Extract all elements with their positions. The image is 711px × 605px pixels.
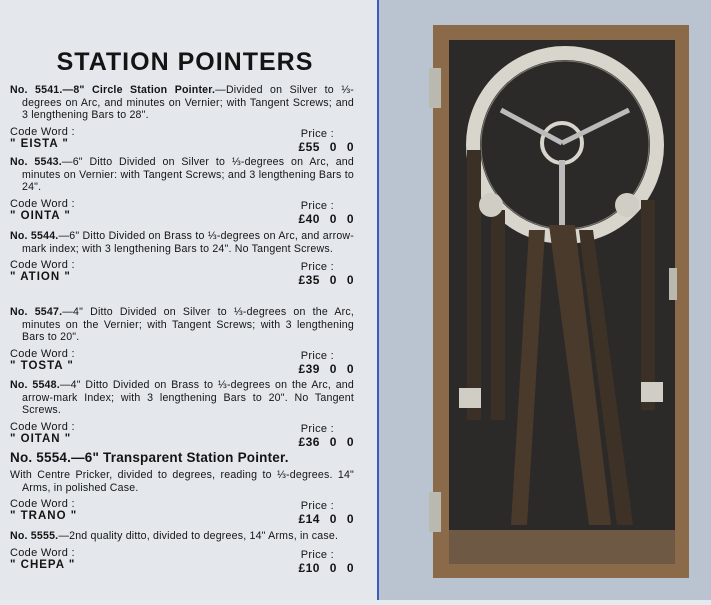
code-word: " OITAN " — [10, 432, 72, 445]
price: £40 0 0 — [298, 211, 354, 226]
bar-1 — [467, 150, 481, 420]
item-description: With Centre Pricker, divided to degrees, reading to ⅓-degrees. 14" Arms, in polished Case. — [10, 469, 354, 494]
item-number: No. 5555. — [10, 530, 59, 542]
code-word-label: Code Word : — [10, 546, 75, 559]
catalog-entry-5544 — [10, 230, 354, 287]
code-word-label: Code Word : — [10, 420, 75, 433]
code-word: " OINTA " — [10, 209, 71, 222]
item-description: —4" Ditto Divided on Silver to ⅓-degrees on the Arc, minutes on the Vernier; with Tangent Screws; with 3 lengthening Bars to 20". — [22, 306, 354, 344]
catalog-entry-5555 — [10, 530, 354, 575]
item-description: —2nd quality ditto, divided to degrees, 14" Arms, in case. — [58, 530, 339, 542]
code-word: " TOSTA " — [10, 359, 74, 372]
hinge-bottom — [429, 492, 441, 532]
hinge-top — [429, 68, 441, 108]
item-description: —Divided on Silver to ⅓-degrees on Arc, and minutes on Vernier; with Tangent Screws; and 3 lengthening Bars to 28". — [22, 84, 355, 122]
price-label: Price : — [300, 548, 334, 561]
code-word-label: Code Word : — [10, 347, 75, 360]
price-label: Price : — [300, 127, 334, 140]
bar-2 — [491, 210, 505, 420]
price-label: Price : — [300, 422, 334, 435]
price: £35 0 0 — [298, 273, 354, 288]
price: £39 0 0 — [298, 361, 354, 376]
code-word: " EISTA " — [10, 137, 69, 150]
station-pointer-case-photo — [379, 0, 711, 600]
code-word-label: Code Word : — [10, 197, 75, 210]
case-latch — [669, 268, 677, 300]
price-label: Price : — [300, 500, 334, 513]
item-heading: No. 5554.—6" Transparent Station Pointer. — [10, 450, 289, 465]
item-number: No. 5544. — [10, 230, 59, 242]
item-number: No. 5547. — [10, 306, 63, 318]
bar-3 — [641, 200, 655, 410]
price-label: Price : — [300, 261, 334, 274]
catalog-entry-5554 — [10, 450, 354, 526]
code-word: " CHEPA " — [10, 558, 76, 571]
item-description: —4" Ditto Divided on Brass to ⅓-degrees on the Arc, and arrow-mark Index; with 3 lengthening Bars to 20". No Tangent Screws. — [22, 379, 354, 417]
item-name: —8" Circle Station Pointer. — [62, 84, 216, 96]
item-number: No. 5543. — [10, 156, 62, 168]
price: £55 0 0 — [298, 139, 354, 154]
item-description: —6" Ditto Divided on Brass to ⅓-degrees on Arc, and arrow-mark index; with 3 lengthening Bars to 24". No Tangent Screws. — [22, 230, 354, 255]
code-word-label: Code Word : — [10, 125, 75, 138]
price: £10 0 0 — [298, 560, 354, 575]
code-word: " TRANO " — [10, 510, 78, 523]
item-number: No. 5541. — [10, 84, 63, 96]
catalog-entry-5543 — [10, 156, 354, 226]
photo-panel — [379, 0, 711, 600]
item-number: No. 5548. — [10, 379, 60, 391]
case-bottom-tray — [449, 530, 675, 564]
price-label: Price : — [300, 349, 334, 362]
price: £14 0 0 — [298, 512, 354, 527]
price-label: Price : — [300, 199, 334, 212]
catalog-entry-5547 — [10, 306, 354, 376]
catalog-entry-5541 — [10, 84, 354, 154]
code-word-label: Code Word : — [10, 259, 75, 272]
code-word: " ATION " — [10, 271, 71, 284]
price: £36 0 0 — [298, 434, 354, 449]
catalog-entry-5548 — [10, 379, 354, 449]
code-word-label: Code Word : — [10, 498, 75, 511]
item-description: —6" Ditto Divided on Silver to ⅓-degrees on Arc, and minutes on Vernier: with Tangent Screws; and 3 lengthening Bars to 24". — [22, 156, 354, 194]
page-title: STATION POINTERS — [56, 48, 314, 76]
